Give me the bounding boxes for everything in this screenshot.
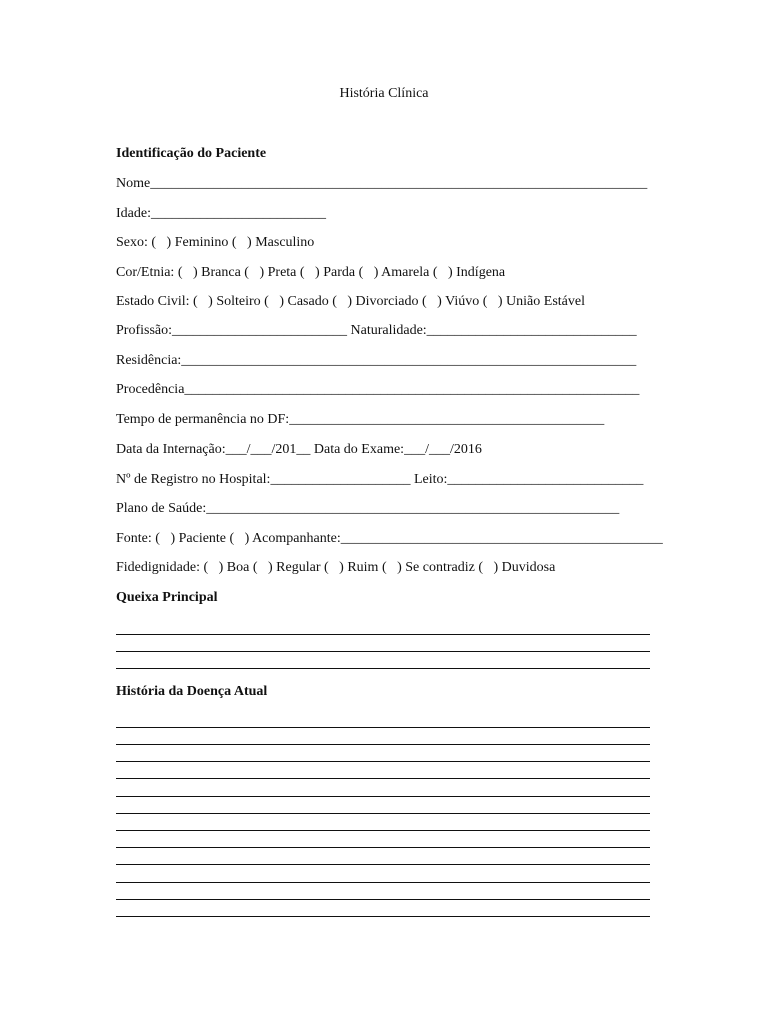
estado-civil-field: Estado Civil: ( ) Solteiro ( ) Casado ( ) Divorciado ( ) Viúvo ( ) União Estável (116, 294, 585, 309)
registro-leito-field: Nº de Registro no Hospital:____________________ Leito:____________________________ (116, 472, 644, 487)
writing-line (116, 813, 650, 814)
writing-line (116, 651, 650, 652)
writing-line (116, 634, 650, 635)
fonte-field: Fonte: ( ) Paciente ( ) Acompanhante:______________________________________________ (116, 531, 663, 546)
writing-line (116, 916, 650, 917)
sexo-field: Sexo: ( ) Feminino ( ) Masculino (116, 235, 315, 250)
section-heading-hda: História da Doença Atual (116, 684, 268, 699)
writing-line (116, 727, 650, 728)
plano-saude-field: Plano de Saúde:___________________________________________________________ (116, 501, 620, 516)
datas-field: Data da Internação:___/___/201__ Data do Exame:___/___/2016 (116, 442, 482, 457)
cor-etnia-field: Cor/Etnia: ( ) Branca ( ) Preta ( ) Parda ( ) Amarela ( ) Indígena (116, 265, 506, 280)
writing-line (116, 899, 650, 900)
fidedignidade-field: Fidedignidade: ( ) Boa ( ) Regular ( ) Ruim ( ) Se contradiz ( ) Duvidosa (116, 560, 556, 575)
residencia-field: Residência:_________________________________________________________________ (116, 353, 637, 368)
writing-line (116, 830, 650, 831)
writing-line (116, 778, 650, 779)
nome-field: Nome_______________________________________________________________________ (116, 176, 648, 191)
profissao-naturalidade-field: Profissão:_________________________ Naturalidade:______________________________ (116, 323, 637, 338)
section-heading-queixa: Queixa Principal (116, 590, 218, 605)
writing-line (116, 847, 650, 848)
page-title: História Clínica (339, 86, 429, 101)
procedencia-field: Procedência_________________________________________________________________ (116, 382, 640, 397)
writing-line (116, 882, 650, 883)
writing-line (116, 744, 650, 745)
writing-line (116, 761, 650, 762)
writing-line (116, 668, 650, 669)
writing-line (116, 864, 650, 865)
tempo-df-field: Tempo de permanência no DF:_____________________________________________ (116, 412, 605, 427)
idade-field: Idade:_________________________ (116, 206, 326, 221)
writing-line (116, 796, 650, 797)
section-heading-identificacao: Identificação do Paciente (116, 146, 267, 161)
